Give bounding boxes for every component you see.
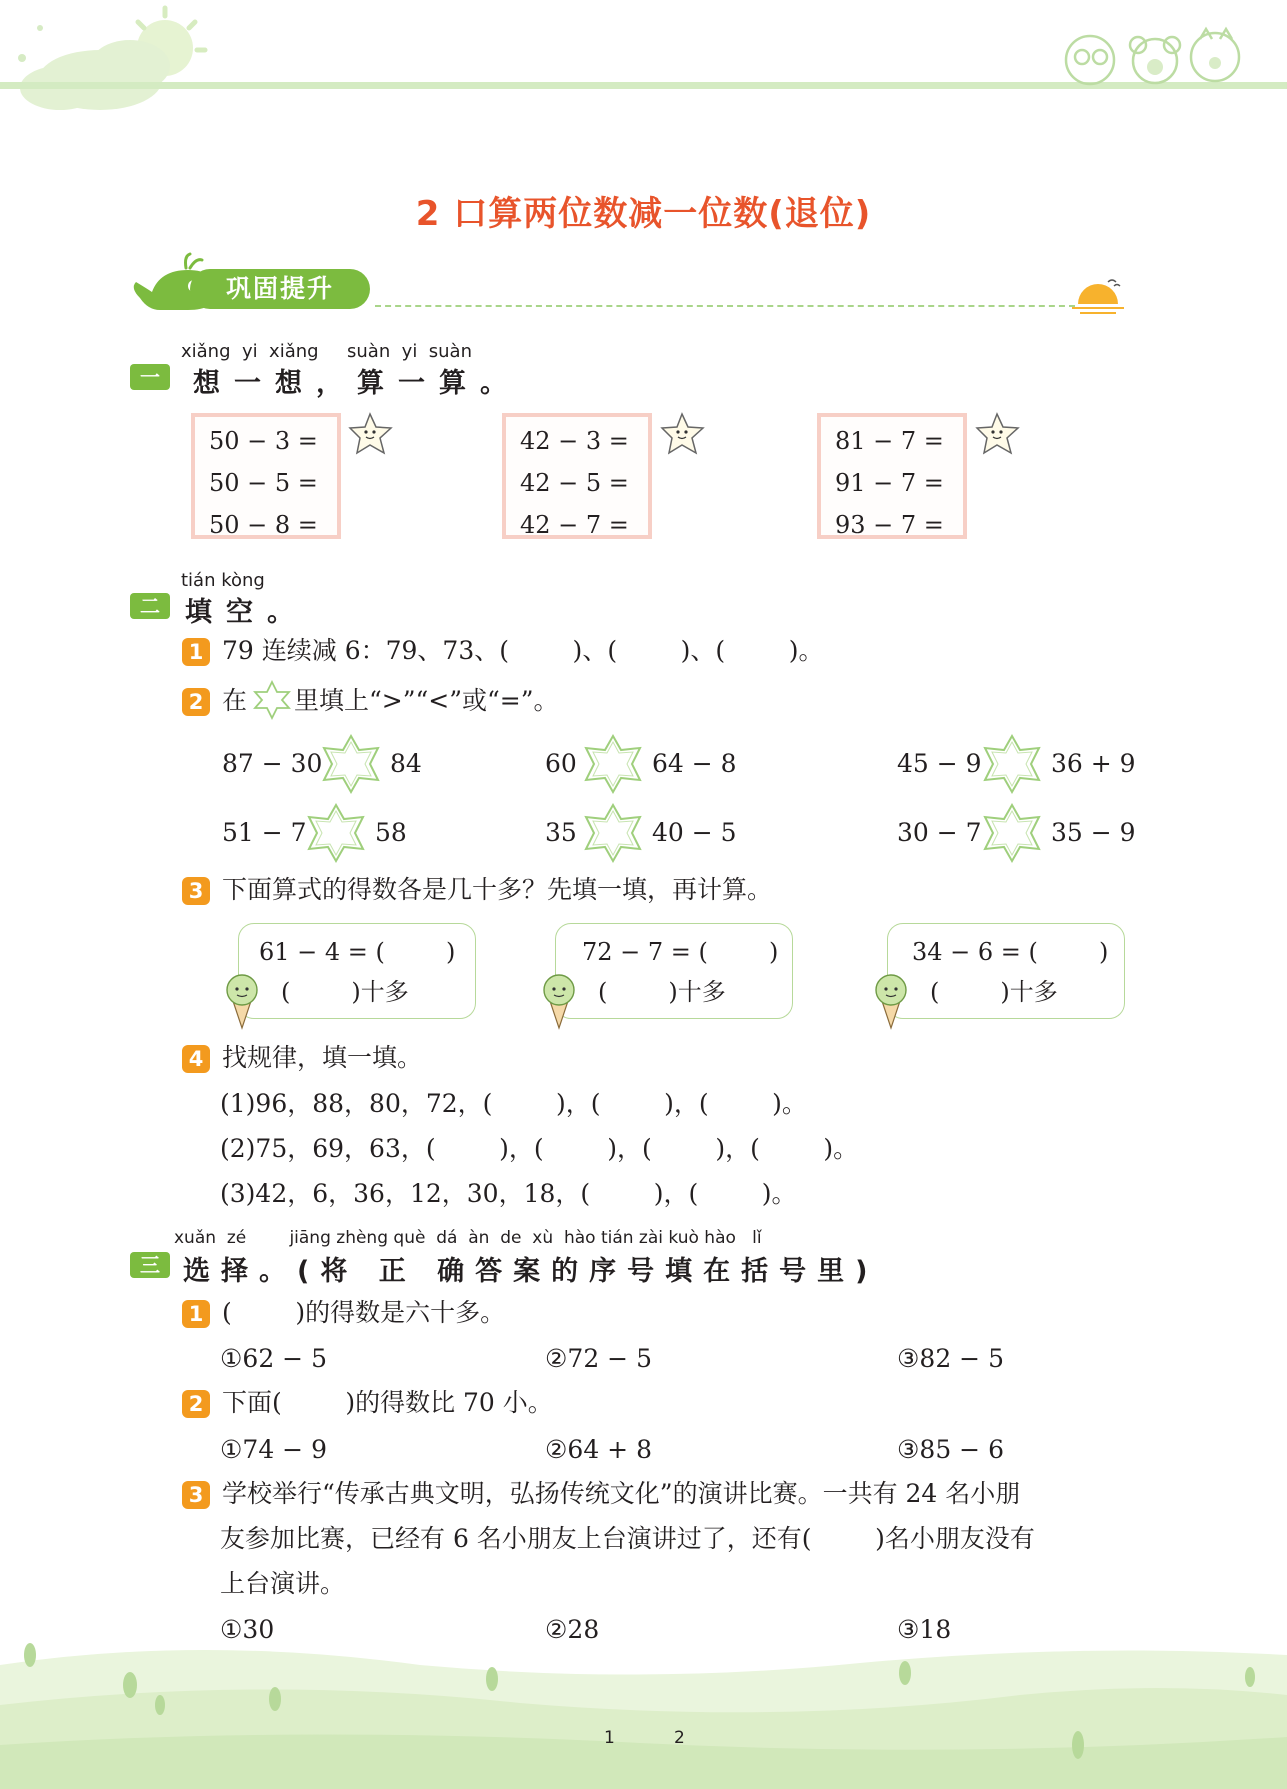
question-text: 下面( )的得数比 70 小。 (222, 1388, 553, 1417)
compare-blank-flower[interactable] (979, 734, 1045, 794)
option-1[interactable]: ①30 (220, 1615, 275, 1644)
ice-cream-character-icon (539, 970, 579, 1030)
option-3[interactable]: ③82 − 5 (897, 1344, 1004, 1373)
compare-blank-flower[interactable] (318, 734, 384, 794)
compare-blank-flower[interactable] (580, 734, 646, 794)
question-text-line: 上台演讲。 (220, 1569, 346, 1598)
calc-line: 50 − 3 = (209, 427, 318, 455)
section3-title: 选择。(将 正 确答案的序号填在括号里) (183, 1256, 879, 1287)
question-number: 1 (182, 1300, 210, 1328)
calc-box-2 (502, 413, 652, 539)
calc-box-1 (191, 413, 341, 539)
pattern-line: (2)75，69，63，( )，( )，( )，( )。 (220, 1134, 859, 1163)
compare-left: 60 (545, 749, 577, 778)
section1-title: 想一想，算一算。 (193, 368, 521, 399)
compare-left: 30 − 7 (897, 818, 982, 847)
page-number-right: 2 (674, 1728, 685, 1748)
compare-left: 45 − 9 (897, 749, 982, 778)
header-animals-decoration (1060, 25, 1250, 87)
compare-blank-flower[interactable] (580, 803, 646, 863)
option-3[interactable]: ③18 (897, 1615, 952, 1644)
calc-line: 42 − 7 = (520, 511, 629, 539)
speech-equation: 34 − 6 = ( ) (912, 938, 1109, 966)
speech-box-1 (238, 923, 476, 1019)
question-number: 1 (182, 638, 210, 666)
section3-marker: 三 (130, 1252, 170, 1278)
section3-pinyin: xuǎn zé jiāng zhèng què dá àn de xù hào tián zài kuò hào lǐ (174, 1228, 762, 1248)
star-character-icon (975, 410, 1025, 460)
speech-equation: 61 − 4 = ( ) (259, 938, 456, 966)
pattern-line: (3)42，6，36，12，30，18，( )，( )。 (220, 1179, 797, 1208)
compare-blank-flower[interactable] (979, 803, 1045, 863)
option-2[interactable]: ②72 − 5 (545, 1344, 652, 1373)
option-1[interactable]: ①62 − 5 (220, 1344, 327, 1373)
question-number: 3 (182, 1481, 210, 1509)
compare-left: 51 − 7 (222, 818, 307, 847)
calc-line: 50 − 5 = (209, 469, 318, 497)
section1-pinyin-b: suàn yi suàn (347, 341, 472, 362)
question-text: 79 连续减 6：79、73、( )、( )、( )。 (222, 636, 824, 665)
star-character-icon (660, 410, 710, 460)
question-text: ( )的得数是六十多。 (222, 1298, 506, 1327)
page-number-left: 1 (604, 1728, 615, 1748)
compare-blank-flower[interactable] (303, 803, 369, 863)
option-3[interactable]: ③85 − 6 (897, 1435, 1004, 1464)
pattern-line: (1)96，88，80，72，( )，( )，( )。 (220, 1089, 807, 1118)
calc-line: 42 − 5 = (520, 469, 629, 497)
option-1[interactable]: ①74 − 9 (220, 1435, 327, 1464)
question-text-prefix: 在 (222, 686, 248, 715)
section2-title: 填空。 (185, 597, 308, 628)
section2-marker: 二 (130, 593, 170, 619)
question-text: 找规律，填一填。 (222, 1043, 423, 1072)
speech-box-2 (555, 923, 793, 1019)
compare-right: 84 (390, 749, 422, 778)
compare-right: 64 − 8 (652, 749, 737, 778)
page-title: 2 口算两位数减一位数(退位) (415, 194, 872, 234)
speech-tens: ( )十多 (281, 978, 409, 1006)
speech-box-3 (887, 923, 1125, 1019)
question-text-line: 友参加比赛，已经有 6 名小朋友上台演讲过了，还有( )名小朋友没有 (220, 1524, 1035, 1553)
compare-left: 87 − 30 (222, 749, 323, 778)
speech-tens: ( )十多 (598, 978, 726, 1006)
section2-pinyin: tián kòng (181, 570, 265, 591)
question-text-line: 学校举行“传承古典文明，弘扬传统文化”的演讲比赛。一共有 24 名小朋 (222, 1479, 1021, 1508)
compare-left: 35 (545, 818, 577, 847)
calc-line: 91 − 7 = (835, 469, 944, 497)
compare-right: 36 + 9 (1051, 749, 1136, 778)
calc-line: 81 − 7 = (835, 427, 944, 455)
question-number: 2 (182, 1390, 210, 1418)
header-cloud-sun-decoration (0, 0, 220, 115)
question-text-suffix: 里填上“>”“<”或“=”。 (294, 686, 559, 715)
calc-box-3 (817, 413, 967, 539)
footer-hills-decoration (0, 1625, 1287, 1789)
question-number: 3 (182, 877, 210, 905)
section1-pinyin-a: xiǎng yi xiǎng (181, 341, 319, 362)
speech-equation: 72 − 7 = ( ) (582, 938, 779, 966)
question-number: 2 (182, 688, 210, 716)
calc-line: 50 − 8 = (209, 511, 318, 539)
compare-right: 58 (375, 818, 407, 847)
section1-marker: 一 (130, 364, 170, 390)
compare-right: 40 − 5 (652, 818, 737, 847)
sunset-icon (1070, 276, 1130, 320)
star-character-icon (348, 410, 398, 460)
option-2[interactable]: ②28 (545, 1615, 600, 1644)
option-2[interactable]: ②64 + 8 (545, 1435, 652, 1464)
calc-line: 42 − 3 = (520, 427, 629, 455)
calc-line: 93 − 7 = (835, 511, 944, 539)
question-text: 下面算式的得数各是几十多？先填一填，再计算。 (222, 875, 773, 904)
ice-cream-character-icon (871, 970, 911, 1030)
ice-cream-character-icon (222, 970, 262, 1030)
speech-tens: ( )十多 (930, 978, 1058, 1006)
compare-flower-icon (252, 680, 292, 720)
banner-divider (375, 305, 1075, 307)
question-number: 4 (182, 1045, 210, 1073)
banner-label: 巩固提升 (190, 269, 370, 309)
compare-right: 35 − 9 (1051, 818, 1136, 847)
